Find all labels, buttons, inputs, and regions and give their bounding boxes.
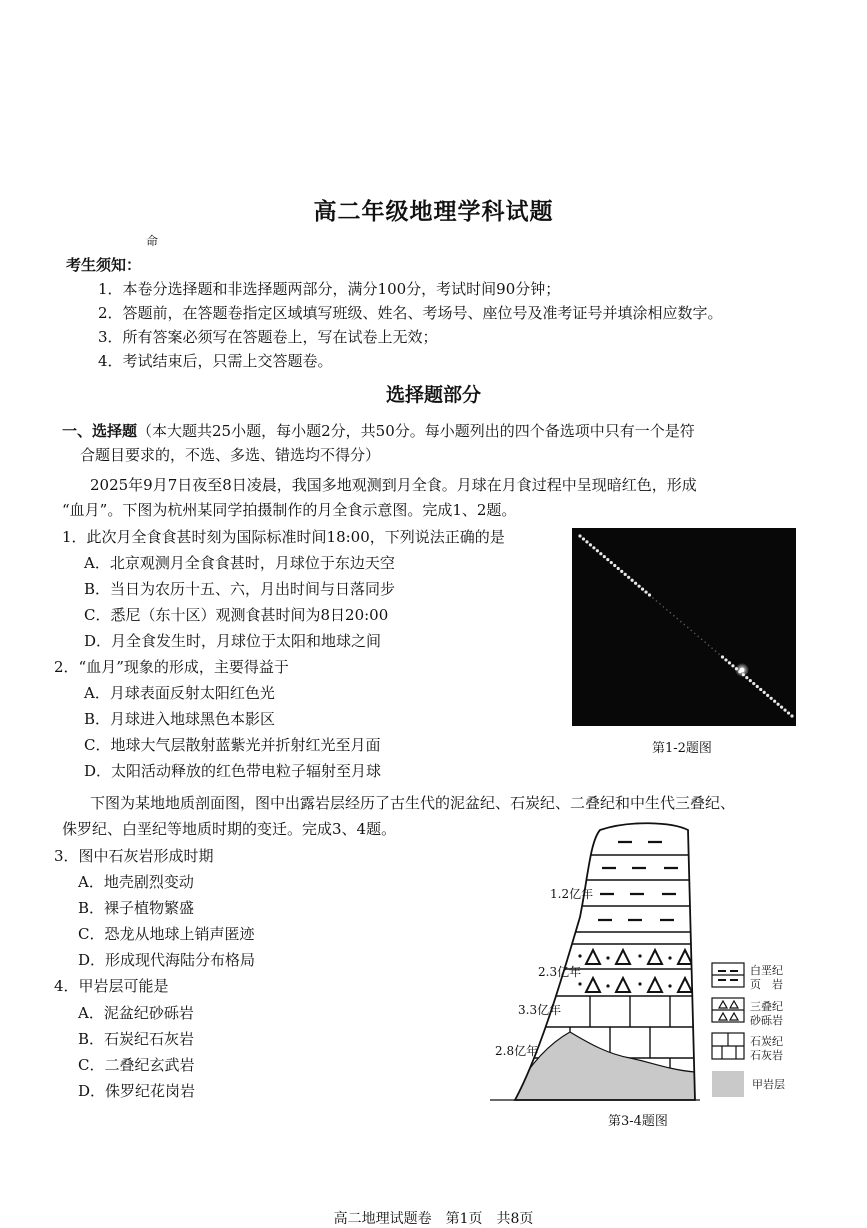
age-label-3: 3.3亿年 (518, 1003, 562, 1017)
moon-position-dot (673, 615, 675, 617)
legend-label-2a: 三叠纪 (750, 1000, 783, 1013)
q1-stem: 1．此次月全食食甚时刻为国际标准时间18:00，下列说法正确的是 (62, 528, 505, 546)
moon-position-dot (690, 630, 692, 632)
passage1-line2: “血月”。下图为杭州某同学拍摄制作的月全食示意图。完成1、2题。 (62, 501, 517, 519)
section-title: 选择题部分 (385, 384, 481, 406)
notice-heading: 考生须知： (66, 256, 142, 274)
part1-header (62, 420, 695, 441)
moon-position-dot (680, 621, 682, 623)
moon-position-dot (610, 561, 613, 564)
legend-label-1a: 白垩纪 (750, 964, 783, 977)
moon-position-dot (592, 546, 595, 549)
moon-position-dot (721, 655, 724, 658)
q1-option-a: A．北京观测月全食食甚时，月球位于东边天空 (84, 554, 395, 572)
moon-position-dot (683, 624, 685, 626)
moon-position-dot (708, 644, 710, 646)
geologic-cross-section (490, 822, 810, 1107)
legend-swatch-jia (712, 1071, 744, 1097)
moon-position-dot (617, 567, 620, 570)
q3-option-b: B．裸子植物繁盛 (78, 899, 195, 917)
moon-position-dot (624, 573, 627, 576)
page-footer: 高二地理试题卷 第1页 共8页 (333, 1211, 534, 1227)
q4-option-d: D．侏罗纪花岗岩 (78, 1082, 196, 1100)
moon-position-dot (776, 703, 779, 706)
moon-position-dot (606, 558, 609, 561)
moon-position-dot (745, 676, 748, 679)
moon-position-dot (694, 633, 696, 635)
moon-position-dot (627, 576, 630, 579)
q3-option-a: A．地壳剧烈变动 (78, 873, 194, 891)
age-label-1: 1.2亿年 (550, 887, 594, 901)
moon-position-dot (770, 697, 773, 700)
moon-position-dot (773, 700, 776, 703)
moon-position-dot (659, 603, 661, 605)
moon-position-dot (697, 636, 699, 638)
q3-option-c: C．恐龙从地球上销声匿迹 (78, 925, 255, 943)
age-label-2: 2.3亿年 (538, 965, 582, 979)
q2-stem: 2．“血月”现象的形成，主要得益于 (54, 658, 289, 676)
moon-position-dot (585, 540, 588, 543)
moon-position-dot (670, 612, 672, 614)
moon-position-dot (711, 647, 713, 649)
legend-label-2b: 砂砾岩 (750, 1014, 783, 1027)
legend-label-1b: 页 岩 (750, 978, 783, 991)
moon-position-dot (704, 641, 706, 643)
moon-position-dot (589, 543, 592, 546)
moon-position-dot (656, 600, 658, 602)
moon-position-dot (790, 714, 793, 717)
moon-position-dot (787, 711, 790, 714)
legend-label-4: 甲岩层 (752, 1078, 785, 1091)
passage2-line1: 下图为某地地质剖面图，图中出露岩层经历了古生代的泥盆纪、石炭纪、二叠纪和中生代三叠纪、 (90, 794, 736, 812)
notice-item: 3．所有答案必须写在答题卷上，写在试卷上无效； (98, 328, 438, 346)
legend-label-3b: 石灰岩 (750, 1049, 783, 1062)
q4-option-a: A．泥盆纪砂砾岩 (78, 1004, 194, 1022)
q4-option-b: B．石炭纪石灰岩 (78, 1030, 195, 1048)
legend (712, 963, 744, 1097)
part1-desc-cont: 合题目要求的，不选、多选、错选均不得分） (80, 446, 381, 464)
moon-position-dot (582, 537, 585, 540)
moon-position-dot (731, 664, 734, 667)
q4-stem: 4．甲岩层可能是 (54, 977, 169, 995)
moon-position-dot (759, 688, 762, 691)
q2-option-a: A．月球表面反射太阳红色光 (84, 684, 275, 702)
moon-position-dot (596, 549, 599, 552)
moon-position-dot (631, 579, 634, 582)
figure2-caption: 第3-4题图 (608, 1114, 668, 1129)
part1-desc: （本大题共25小题，每小题2分，共50分。每小题列出的四个备选项中只有一个是符 (137, 422, 695, 440)
moon-trail-graphic (572, 528, 796, 726)
notice-item: 1．本卷分选择题和非选择题两部分，满分100分，考试时间90分钟； (98, 280, 561, 298)
moon-position-dot (677, 618, 679, 620)
part1-label: 一、选择题 (62, 422, 138, 440)
moon-position-dot (648, 593, 651, 596)
moon-position-dot (783, 708, 786, 711)
moon-position-dot (715, 650, 717, 652)
moon-position-dot (666, 609, 668, 611)
moon-position-dot (756, 685, 759, 688)
notice-item: 4．考试结束后，只需上交答题卷。 (98, 352, 333, 370)
moon-position-dot (603, 555, 606, 558)
moon-position-dot (701, 638, 703, 640)
figure1-caption: 第1-2题图 (652, 741, 712, 756)
moon-position-dot (663, 606, 665, 608)
q2-option-c: C．地球大气层散射蓝紫光并折射红光至月面 (84, 736, 381, 754)
moon-position-dot (613, 564, 616, 567)
legend-label-3a: 石炭纪 (750, 1035, 783, 1048)
moon-position-dot (644, 590, 647, 593)
q4-option-c: C．二叠纪玄武岩 (78, 1056, 195, 1074)
moon-position-dot (687, 627, 689, 629)
q1-option-d: D．月全食发生时，月球位于太阳和地球之间 (84, 632, 382, 650)
lunar-eclipse-photo (572, 528, 796, 726)
passage1-line1: 2025年9月7日夜至8日凌晨，我国多地观测到月全食。月球在月食过程中呈现暗红色，形成 (90, 476, 697, 494)
moon-position-dot (724, 658, 727, 661)
moon-position-dot (578, 534, 581, 537)
moon-position-dot (766, 694, 769, 697)
moon-position-dot (620, 570, 623, 573)
q1-option-b: B．当日为农历十五、六，月出时间与日落同步 (84, 580, 396, 598)
passage2-line2: 侏罗纪、白垩纪等地质时期的变迁。完成3、4题。 (62, 820, 397, 838)
author-line: 命 (146, 234, 159, 248)
q3-option-d: D．形成现代海陆分布格局 (78, 951, 256, 969)
moon-position-dot (752, 682, 755, 685)
q3-stem: 3．图中石灰岩形成时期 (54, 847, 214, 865)
moon-position-dot (634, 582, 637, 585)
notice-item: 2．答题前，在答题卷指定区域填写班级、姓名、考场号、座位号及准考证号并填涂相应数字。 (98, 304, 723, 322)
age-label-4: 2.8亿年 (495, 1044, 539, 1058)
q1-option-c: C．悉尼（东十区）观测食甚时间为8日20:00 (84, 606, 389, 624)
moon-position-dot (652, 597, 654, 599)
moon-position-dot (780, 706, 783, 709)
page-title: 高二年级地理学科试题 (313, 199, 554, 225)
moon-position-dot (749, 679, 752, 682)
moon-position-dot (637, 585, 640, 588)
q2-option-d: D．太阳活动释放的红色带电粒子辐射至月球 (84, 762, 382, 780)
moon-position-dot (728, 661, 731, 664)
moon-position-dot (718, 653, 720, 655)
q2-option-b: B．月球进入地球黑色本影区 (84, 710, 276, 728)
moon-position-dot (763, 691, 766, 694)
moon-position-dot (641, 588, 644, 591)
moon-position-dot (599, 552, 602, 555)
